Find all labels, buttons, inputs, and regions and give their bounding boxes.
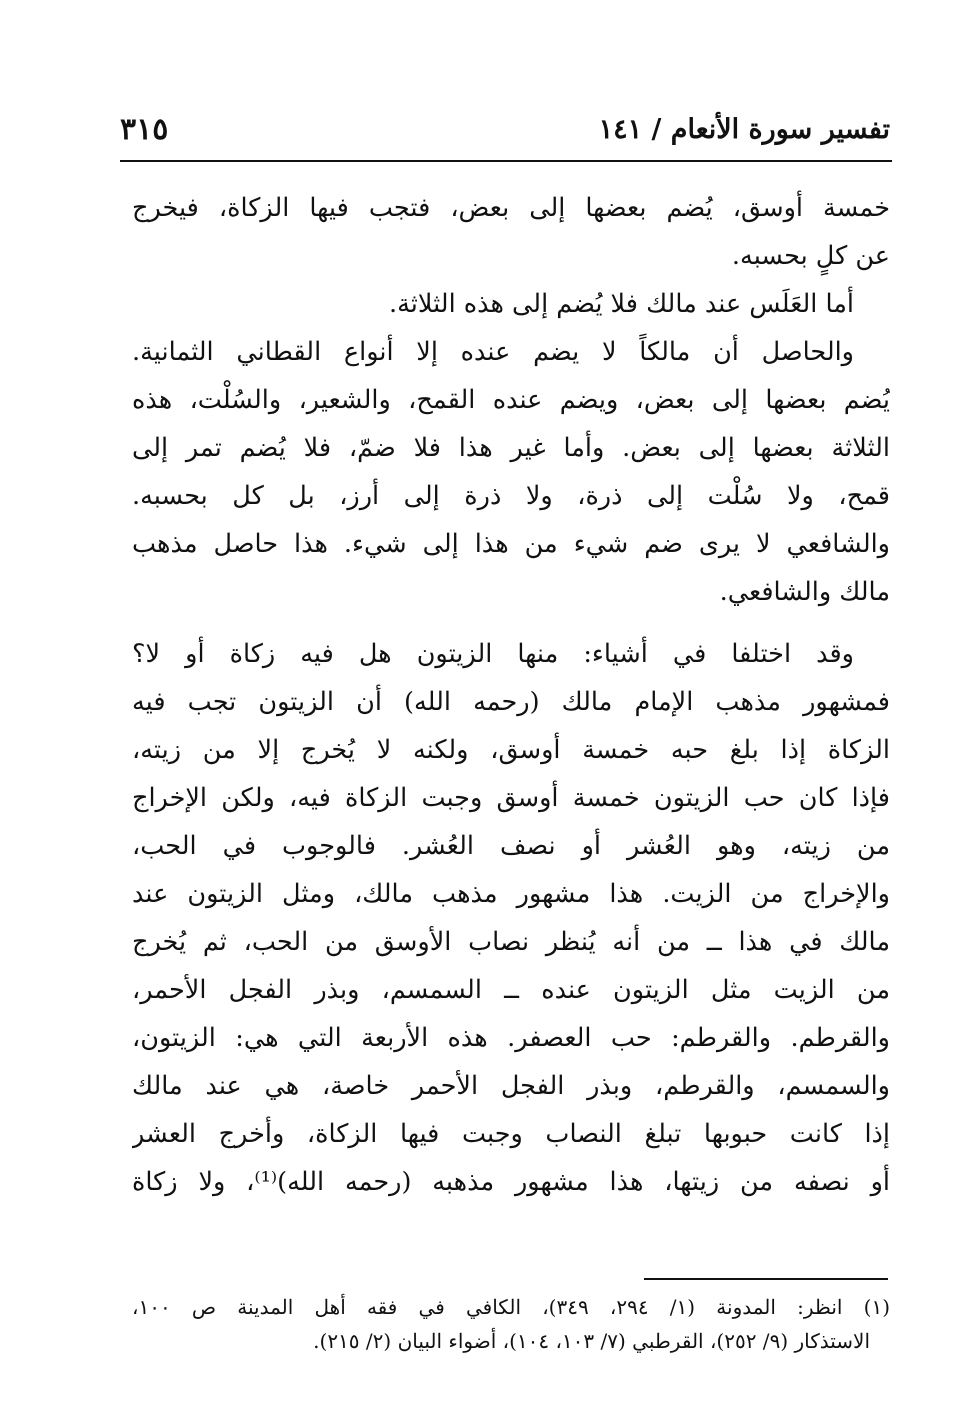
body-line: قمح، ولا سُلْت إلى ذرة، ولا ذرة إلى أرز، بل كل بحسبه. [132,481,890,511]
footnote-line: (١) انظر: المدونة (١/ ٢٩٤، ٣٤٩)، الكافي في فقه أهل المدينة ص ١٠٠، [132,1295,890,1319]
footnote-rule [644,1278,888,1280]
body-line: والشافعي لا يرى ضم شيء من هذا إلى شيء. هذا حاصل مذهب [132,529,890,559]
body-line: فإذا كان حب الزيتون خمسة أوسق وجبت الزكاة فيه، ولكن الإخراج [132,783,890,813]
body-line: فمشهور مذهب الإمام مالك (رحمه الله) أن الزيتون تجب فيه [132,687,890,717]
body-line: والقرطم. والقرطم: حب العصفر. هذه الأربعة التي هي: الزيتون، [132,1023,890,1053]
body-line: والحاصل أن مالكاً لا يضم عنده إلا أنواع القطاني الثمانية. [132,337,854,367]
page-header [120,112,890,158]
page-number: ٣١٥ [120,112,169,147]
body-line: أو نصفه من زيتها، هذا مشهور مذهبه (رحمه الله)⁽¹⁾، ولا زكاة [132,1167,890,1197]
footnotes [132,1290,890,1358]
running-title: تفسير سورة الأنعام / ١٤١ [598,114,890,145]
body-line: الزكاة إذا بلغ حبه خمسة أوسق، ولكنه لا يُخرج إلا من زيته، [132,735,890,765]
body-line: مالك والشافعي. [719,577,890,607]
body-line: مالك في هذا ــ من أنه يُنظر نصاب الأوسق من الحب، ثم يُخرج [132,927,890,957]
body-line: الثلاثة بعضها إلى بعض. وأما غير هذا فلا ضمّ، فلا يُضم تمر إلى [132,433,890,463]
body-line: خمسة أوسق، يُضم بعضها إلى بعض، فتجب فيها الزكاة، فيخرج [132,193,890,223]
body-line: يُضم بعضها إلى بعض، ويضم عنده القمح، والشعير، والسُلْت، هذه [132,385,890,415]
body-line: من زيته، وهو العُشر أو نصف العُشر. فالوجوب في الحب، [132,831,890,861]
body-line: إذا كانت حبوبها تبلغ النصاب وجبت فيها الزكاة، وأخرج العشر [132,1119,890,1149]
body-line: عن كلٍ بحسبه. [731,241,890,271]
header-rule [120,160,892,162]
body-line: أما العَلَس عند مالك فلا يُضم إلى هذه الثلاثة. [389,289,854,319]
body-text [132,184,890,1206]
footnote-line: الاستذكار (٩/ ٢٥٢)، القرطبي (٧/ ١٠٣، ١٠٤)، أضواء البيان (٢/ ٢١٥). [313,1329,870,1353]
body-line: وقد اختلفا في أشياء: منها الزيتون هل فيه زكاة أو لا؟ [132,639,854,669]
paragraph-gap [132,616,890,630]
body-line: من الزيت مثل الزيتون عنده ــ السمسم، وبذر الفجل الأحمر، [132,975,890,1005]
body-line: والإخراج من الزيت. هذا مشهور مذهب مالك، ومثل الزيتون عند [132,879,890,909]
body-line: والسمسم، والقرطم، وبذر الفجل الأحمر خاصة، هي عند مالك [132,1071,890,1101]
